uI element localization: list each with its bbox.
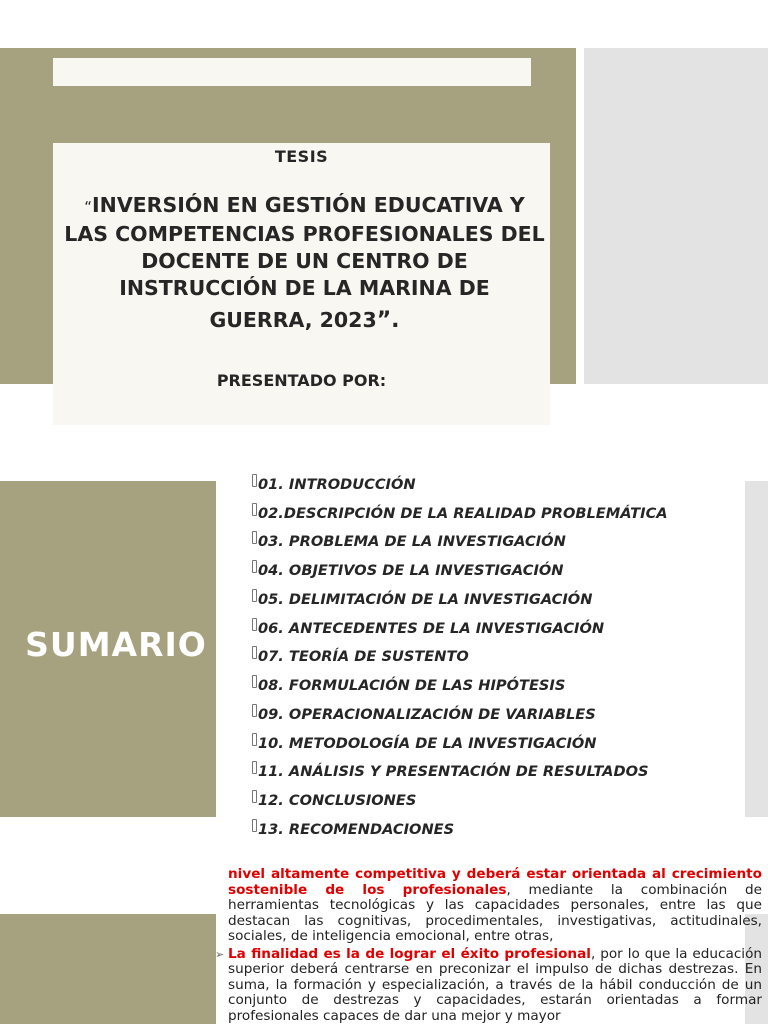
- toc-item: 08. FORMULACIÓN DE LAS HIPÓTESIS: [252, 671, 668, 700]
- toc-item: 10. METODOLOGÍA DE LA INVESTIGACIÓN: [252, 729, 668, 758]
- bullet-icon: [252, 474, 257, 487]
- toc-item: 13. RECOMENDACIONES: [252, 815, 668, 844]
- open-quote: “: [84, 198, 93, 216]
- toc-item: 12. CONCLUSIONES: [252, 786, 668, 815]
- highlight-text: nivel altamente competitiva y deberá estar orientada al crecimiento sostenible de los profesionales: [228, 866, 762, 898]
- tesis-label: TESIS: [274, 147, 329, 166]
- bullet-icon: [252, 560, 257, 573]
- thesis-title-main: INVERSIÓN EN GESTIÓN EDUCATIVA Y LAS COMPETENCIAS PROFESIONALES DEL DOCENTE DE UN CENTRO DE INSTRUCCIÓN DE LA MARINA DE: [64, 193, 545, 300]
- bullet-icon: [252, 733, 257, 746]
- bullet-icon: [252, 761, 257, 774]
- bullet-icon: [252, 503, 257, 516]
- arrow-bullet-icon: ➢: [215, 947, 225, 961]
- bullet-icon: [252, 531, 257, 544]
- bullet-icon: [252, 675, 257, 688]
- slide2-gray-panel: [745, 481, 768, 817]
- toc-item: 02.DESCRIPCIÓN DE LA REALIDAD PROBLEMÁTICA: [252, 499, 668, 528]
- sumario-title: SUMARIO: [25, 625, 207, 664]
- slide3-body-text: [215, 866, 763, 1024]
- toc-item: 04. OBJETIVOS DE LA INVESTIGACIÓN: [252, 556, 668, 585]
- toc-item: 05. DELIMITACIÓN DE LA INVESTIGACIÓN: [252, 585, 668, 614]
- highlight-text: La finalidad es la de lograr el éxito profesional: [228, 945, 591, 962]
- bullet-icon: [252, 589, 257, 602]
- bullet-icon: [252, 790, 257, 803]
- close-quote: ”.: [376, 308, 400, 333]
- paragraph-1: nivel altamente competitiva y deberá estar orientada al crecimiento sostenible de los profesionales, mediante la combinación de herramientas tecnológicas y las capacidades personales, entre las que destacan las cognitivas, procedimentales, investigativas, actitudinales, sociales, de inteligencia emocional, entre otras,: [228, 866, 763, 944]
- bullet-icon: [252, 704, 257, 717]
- slide1-header-strip: [53, 58, 531, 86]
- toc-item: 03. PROBLEMA DE LA INVESTIGACIÓN: [252, 528, 668, 557]
- presented-by: PRESENTADO POR:: [216, 371, 387, 390]
- thesis-title: [59, 192, 550, 333]
- bullet-icon: [252, 646, 257, 659]
- slide1-gray-panel: [584, 48, 768, 384]
- toc-item: 09. OPERACIONALIZACIÓN DE VARIABLES: [252, 700, 668, 729]
- toc-item: 01. INTRODUCCIÓN: [252, 470, 668, 499]
- toc-item: 11. ANÁLISIS Y PRESENTACIÓN DE RESULTADOS: [252, 758, 668, 787]
- bullet-icon: [252, 618, 257, 631]
- slide3-olive-panel: [0, 914, 216, 1024]
- table-of-contents: [252, 470, 668, 844]
- slide1-title-card: [53, 143, 550, 425]
- thesis-title-year-line: GUERRA, 2023: [209, 308, 377, 332]
- toc-item: 06. ANTECEDENTES DE LA INVESTIGACIÓN: [252, 614, 668, 643]
- paragraph-2: ➢ La finalidad es la de lograr el éxito profesional, por lo que la educación superior deberá centrarse en preconizar el impulso de dichas destrezas. En suma, la formación y especialización, a través de la hábil conducción de un conjunto de destrezas y capacidades, estarán orientadas a formar profesionales capaces de dar una mejor y mayor: [215, 945, 762, 1024]
- bullet-icon: [252, 819, 257, 832]
- toc-item: 07. TEORÍA DE SUSTENTO: [252, 643, 668, 672]
